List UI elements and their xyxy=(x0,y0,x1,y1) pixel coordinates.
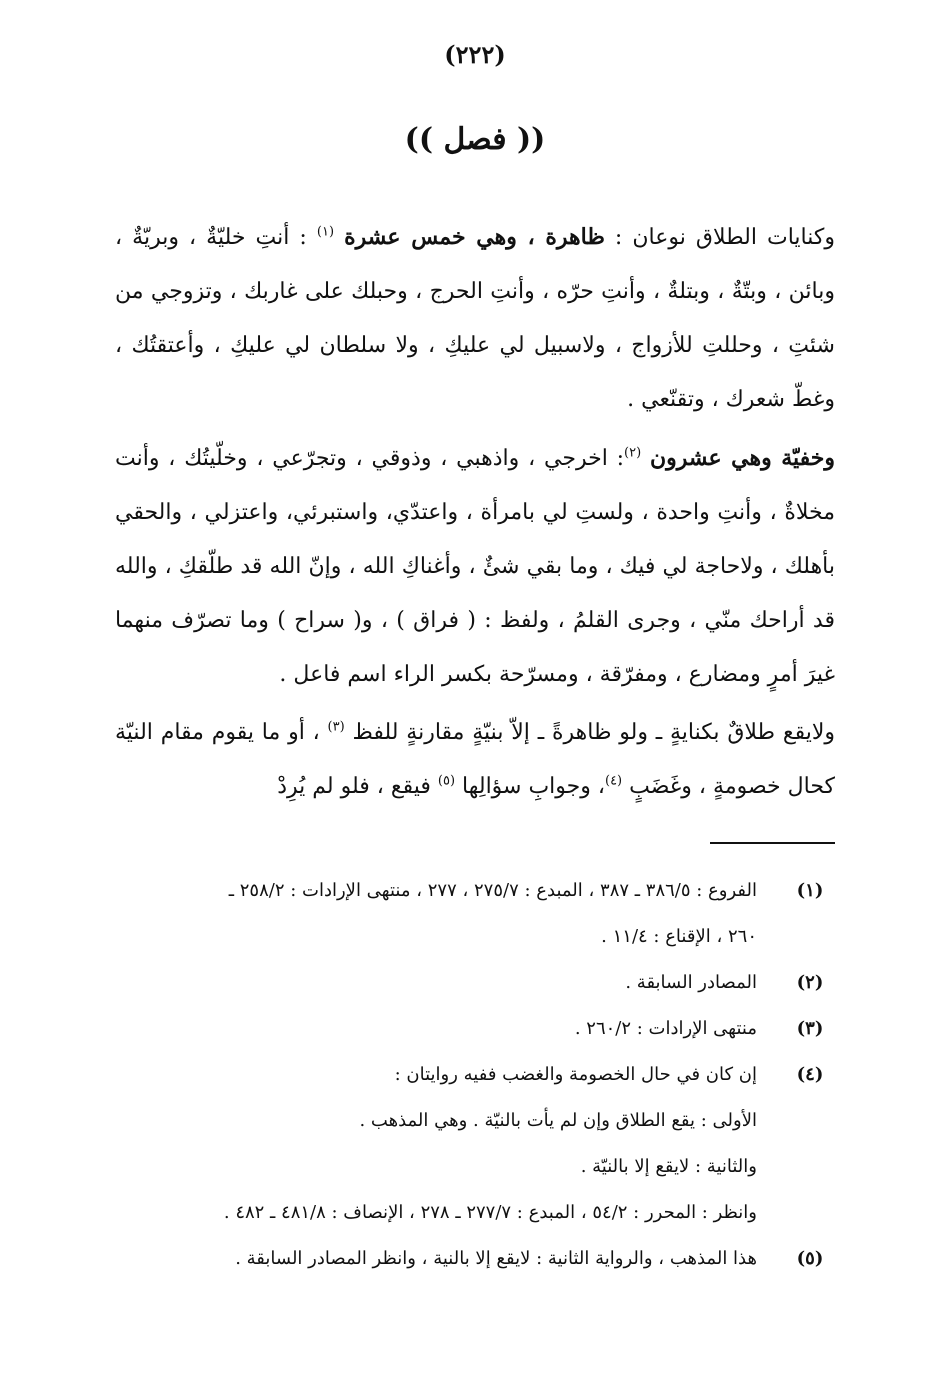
paragraph-rest: : اخرجي ، واذهبي ، وذوقي ، وتجرّعي ، وخلّيتُك ، وأنت مخلاةٌ ، وأنتِ واحدة ، ولستِ لي بامرأة ، واعتدّي، واستبرئي، واعتزلي ، والحقي بأهلك ، ولاحاجة لي فيك ، وما بقي شئٌ ، وأغناكِ الله ، وإنّ الله قد طلّقكِ ، والله قد أراحك منّي ، وجرى القلمُ ، ولفظ : ( فراق ) ، و( سراح ) وما تصرّف منهما غيرَ أمرٍ ومضارع ، ومفرّقة ، ومسرّحة بكسر الراء اسم فاعل . xyxy=(115,446,835,687)
footnote-1 xyxy=(115,868,835,960)
footnote-text: منتهى الإرادات : ٢٦٠/٢ . xyxy=(574,1018,757,1039)
footnote-text: الفروع : ٣٨٦/٥ ـ ٣٨٧ ، المبدع : ٢٧٥/٧ ، ٢٧٧ ، منتهى الإرادات : ٢٥٨/٢ ـ xyxy=(228,880,757,901)
footnote-text: الأولى : يقع الطلاق وإن لم يأت بالنيّة . وهي المذهب . xyxy=(359,1110,757,1131)
footnote-4 xyxy=(115,1052,835,1236)
section-title: (( فصل )) xyxy=(404,122,546,157)
footnote-2 xyxy=(115,960,835,1006)
footnote-text: والثانية : لايقع إلا بالنيّة . xyxy=(580,1156,757,1177)
footnote-text: المصادر السابقة . xyxy=(625,972,757,993)
footnote-text: ٢٦٠ ، الإقناع : ١١/٤ . xyxy=(601,926,757,947)
footnote-ref-1[interactable]: (١) xyxy=(316,224,335,240)
footnote-ref-4[interactable]: (٤) xyxy=(604,773,623,789)
paragraph-segment: ، وجوابِ سؤالِها xyxy=(462,774,605,799)
footnote-5 xyxy=(115,1236,835,1282)
paragraph-segment: ، أو ما يقوم مقام النيّة كحال خصومةٍ ، وغَضَبٍ xyxy=(115,720,835,799)
paragraph-segment: ولايقع طلاقٌ بكنايةٍ ـ ولو ظاهرةً ـ إلاّ بنيّةٍ مقارنةٍ للفظ xyxy=(352,720,835,745)
footnotes xyxy=(115,868,835,1282)
paragraph-rest: : أنتِ خليّةٌ ، وبريّةٌ ، وبائن ، وبتّةٌ ، وبتلةٌ ، وأنتِ حرّه ، وأنتِ الحرج ، وحبلك على غاربك ، وتزوجي من شئتِ ، وحللتِ للأزواج ، ولاسبيل لي عليكِ ، ولا سلطان لي عليكِ ، وأعتقتُك ، وغطّ شعرك ، وتقنّعي . xyxy=(115,225,835,412)
footnote-number: (١) xyxy=(796,880,824,901)
footnote-number: (٤) xyxy=(796,1064,824,1085)
main-text xyxy=(115,210,835,814)
footnote-ref-3[interactable]: (٣) xyxy=(327,719,345,735)
footnote-number: (٣) xyxy=(796,1018,824,1039)
footnote-text: إن كان في حال الخصومة والغضب ففيه روايتان : xyxy=(394,1064,757,1085)
footnote-ref-2[interactable]: (٢) xyxy=(624,445,642,461)
paragraph-bold-phrase: ظاهرة ، وهي خمس عشرة xyxy=(344,224,605,250)
paragraph-segment: فيقع ، فلو لم يُرِدْ xyxy=(277,774,431,799)
footnote-text: هذا المذهب ، والرواية الثانية : لايقع إلا بالنية ، وانظر المصادر السابقة . xyxy=(235,1248,757,1269)
paragraph-hidden-metonymies xyxy=(115,431,835,702)
paragraph-bold-phrase: وخفيّة وهي عشرون xyxy=(650,445,836,471)
paragraph-apparent-metonymies xyxy=(115,210,835,427)
footnote-ref-5[interactable]: (٥) xyxy=(437,773,456,789)
footnote-number: (٥) xyxy=(796,1248,824,1269)
page-number: (٢٢٢) xyxy=(444,40,506,69)
footnote-text: وانظر : المحرر : ٥٤/٢ ، المبدع : ٢٧٧/٧ ـ ٢٧٨ ، الإنصاف : ٤٨١/٨ ـ ٤٨٢ . xyxy=(223,1202,757,1223)
footnote-3 xyxy=(115,1006,835,1052)
paragraph-lead: وكنايات الطلاق نوعان : xyxy=(604,225,835,250)
paragraph-intention-rule xyxy=(115,706,835,814)
footnote-number: (٢) xyxy=(796,972,824,993)
footnote-separator xyxy=(710,842,835,844)
